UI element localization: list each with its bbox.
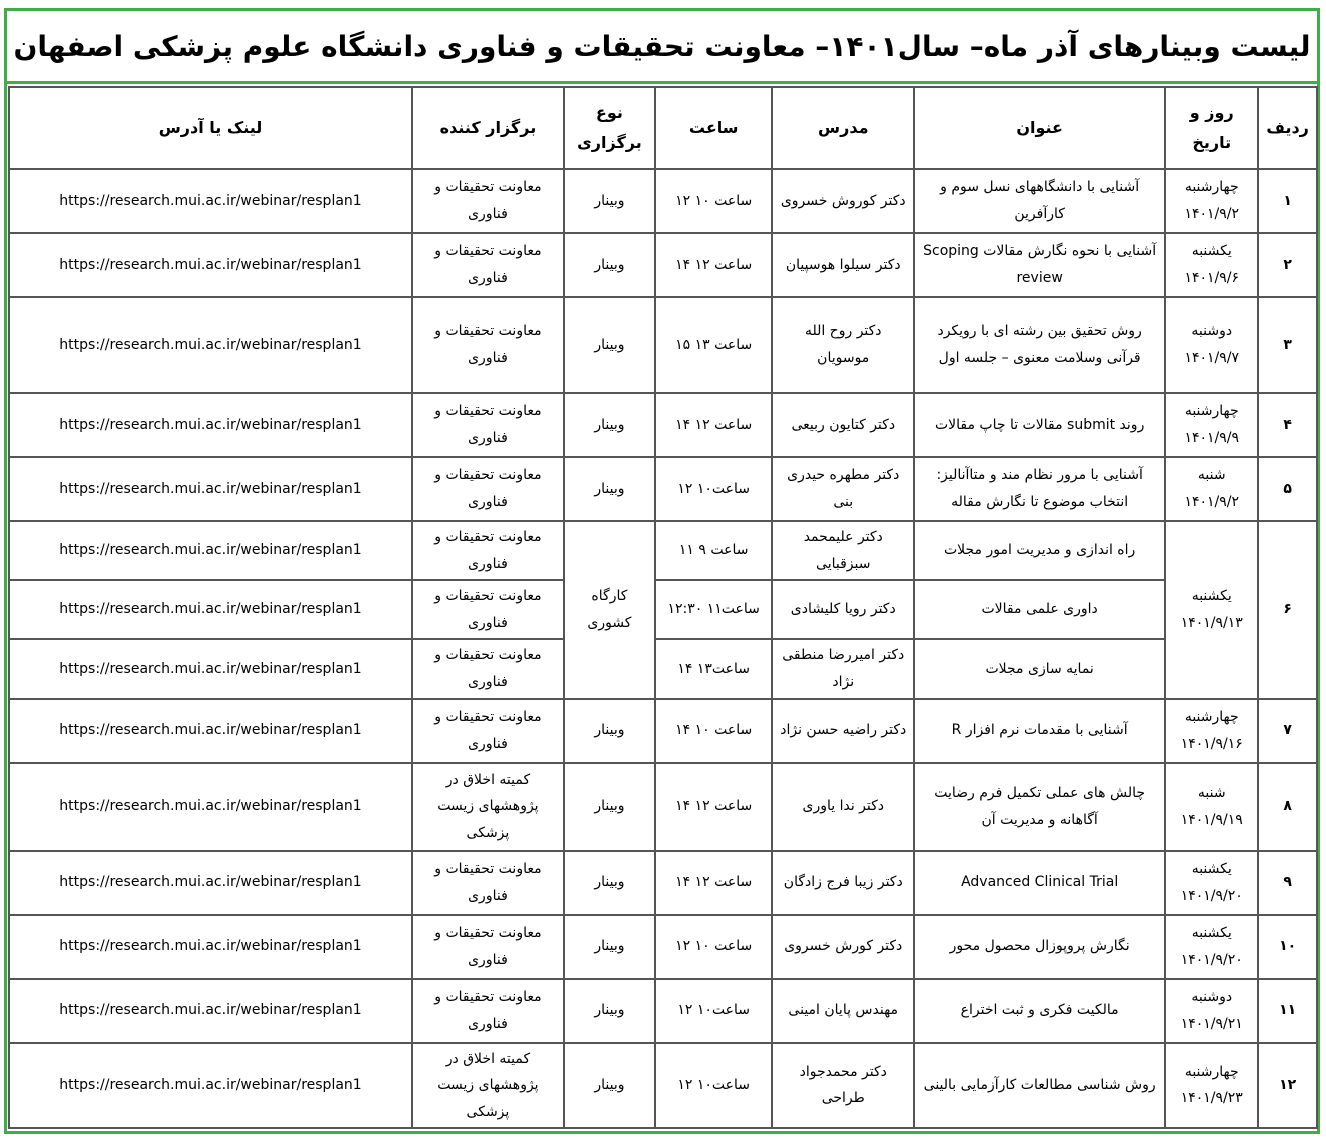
- table-row: [9, 763, 1317, 851]
- row-type: وبینار: [564, 297, 655, 393]
- row-number: ۸: [1258, 763, 1317, 851]
- header-topic: عنوان: [914, 87, 1165, 169]
- row-organizer: کمیته اخلاق در پژوهشهای زیست پزشکی: [412, 1043, 564, 1129]
- row-teacher: دکتر کوروش خسروی: [772, 169, 914, 233]
- row-date: دوشنبه ۱۴۰۱/۹/۲۱: [1165, 979, 1258, 1043]
- row-organizer: معاونت تحقیقات و فناوری: [412, 169, 564, 233]
- row-link[interactable]: https://research.mui.ac.ir/webinar/resplan1: [9, 233, 412, 297]
- row-date: شنبه ۱۴۰۱/۹/۲: [1165, 457, 1258, 521]
- row-link[interactable]: https://research.mui.ac.ir/webinar/resplan1: [9, 979, 412, 1043]
- row-type: وبینار: [564, 699, 655, 763]
- row-time: ساعت ۱۰ ۱۴: [655, 699, 772, 763]
- row-type: وبینار: [564, 979, 655, 1043]
- row-time: ساعت۱۳ ۱۴: [655, 639, 772, 698]
- row-organizer: معاونت تحقیقات و فناوری: [412, 979, 564, 1043]
- row-number: ۱۲: [1258, 1043, 1317, 1129]
- row-topic: آشنایی با مقدمات نرم افزار R: [914, 699, 1165, 763]
- table-row: [9, 169, 1317, 233]
- row-date: یکشنبه ۱۴۰۱/۹/۲۰: [1165, 851, 1258, 915]
- row-date: شنبه ۱۴۰۱/۹/۱۹: [1165, 763, 1258, 851]
- row-organizer: معاونت تحقیقات و فناوری: [412, 699, 564, 763]
- row-topic: راه اندازی و مدیریت امور مجلات: [914, 521, 1165, 580]
- row-type: وبینار: [564, 233, 655, 297]
- table-row: [9, 233, 1317, 297]
- row-organizer: معاونت تحقیقات و فناوری: [412, 233, 564, 297]
- row-organizer: معاونت تحقیقات و فناوری: [412, 393, 564, 457]
- row-teacher: دکتر مطهره حیدری بنی: [772, 457, 914, 521]
- table-row: [9, 979, 1317, 1043]
- row-time: ساعت ۱۰ ۱۲: [655, 169, 772, 233]
- row-date: چهارشنبه ۱۴۰۱/۹/۲۳: [1165, 1043, 1258, 1129]
- row-teacher: مهندس پایان امینی: [772, 979, 914, 1043]
- row-link[interactable]: https://research.mui.ac.ir/webinar/resplan1: [9, 169, 412, 233]
- row-time: ساعت ۹ ۱۱: [655, 521, 772, 580]
- row-link[interactable]: https://research.mui.ac.ir/webinar/resplan1: [9, 297, 412, 393]
- table-row: [9, 457, 1317, 521]
- row-link[interactable]: https://research.mui.ac.ir/webinar/resplan1: [9, 1043, 412, 1129]
- row-link[interactable]: https://research.mui.ac.ir/webinar/resplan1: [9, 580, 412, 639]
- row-time: ساعت ۱۲ ۱۴: [655, 851, 772, 915]
- table-row: [9, 393, 1317, 457]
- row-number: ۱: [1258, 169, 1317, 233]
- row-type: وبینار: [564, 1043, 655, 1129]
- table-row: [9, 915, 1317, 979]
- row-date: یکشنبه ۱۴۰۱/۹/۱۳: [1165, 521, 1258, 699]
- row-teacher: دکتر کورش خسروی: [772, 915, 914, 979]
- table-row: [9, 639, 1317, 698]
- row-type: کارگاه کشوری: [564, 521, 655, 699]
- row-date: چهارشنبه ۱۴۰۱/۹/۲: [1165, 169, 1258, 233]
- row-time: ساعت۱۰ ۱۲: [655, 979, 772, 1043]
- row-organizer: معاونت تحقیقات و فناوری: [412, 915, 564, 979]
- row-date: دوشنبه ۱۴۰۱/۹/۷: [1165, 297, 1258, 393]
- table-row: [9, 521, 1317, 580]
- row-teacher: دکتر رویا کلیشادی: [772, 580, 914, 639]
- webinar-table: [8, 86, 1318, 1129]
- row-teacher: دکتر ندا یاوری: [772, 763, 914, 851]
- row-type: وبینار: [564, 915, 655, 979]
- row-number: ۶: [1258, 521, 1317, 699]
- row-topic: نمایه سازی مجلات: [914, 639, 1165, 698]
- header-row-number: ردیف: [1258, 87, 1317, 169]
- table-row: [9, 297, 1317, 393]
- header-teacher: مدرس: [772, 87, 914, 169]
- row-number: ۴: [1258, 393, 1317, 457]
- row-number: ۳: [1258, 297, 1317, 393]
- row-organizer: معاونت تحقیقات و فناوری: [412, 580, 564, 639]
- row-type: وبینار: [564, 457, 655, 521]
- row-organizer: کمیته اخلاق در پژوهشهای زیست پزشکی: [412, 763, 564, 851]
- row-teacher: دکتر علیمحمد سبزقبایی: [772, 521, 914, 580]
- row-time: ساعت ۱۰ ۱۲: [655, 915, 772, 979]
- row-number: ۵: [1258, 457, 1317, 521]
- row-link[interactable]: https://research.mui.ac.ir/webinar/resplan1: [9, 521, 412, 580]
- row-topic: روند submit مقالات تا چاپ مقالات: [914, 393, 1165, 457]
- row-date: چهارشنبه ۱۴۰۱/۹/۹: [1165, 393, 1258, 457]
- row-time: ساعت۱۰ ۱۲: [655, 457, 772, 521]
- row-teacher: دکتر محمدجواد طراحی: [772, 1043, 914, 1129]
- row-topic: آشنایی با نحوه نگارش مقالات Scoping review: [914, 233, 1165, 297]
- row-number: ۱۰: [1258, 915, 1317, 979]
- row-number: ۹: [1258, 851, 1317, 915]
- row-number: ۷: [1258, 699, 1317, 763]
- row-date: چهارشنبه ۱۴۰۱/۹/۱۶: [1165, 699, 1258, 763]
- row-date: یکشنبه ۱۴۰۱/۹/۲۰: [1165, 915, 1258, 979]
- row-topic: نگارش پروپوزال محصول محور: [914, 915, 1165, 979]
- header-time: ساعت: [655, 87, 772, 169]
- row-teacher: دکتر زیبا فرج زادگان: [772, 851, 914, 915]
- row-link[interactable]: https://research.mui.ac.ir/webinar/resplan1: [9, 457, 412, 521]
- row-organizer: معاونت تحقیقات و فناوری: [412, 851, 564, 915]
- row-time: ساعت۱۰ ۱۲: [655, 1043, 772, 1129]
- row-organizer: معاونت تحقیقات و فناوری: [412, 639, 564, 698]
- row-link[interactable]: https://research.mui.ac.ir/webinar/resplan1: [9, 639, 412, 698]
- table-row: [9, 1043, 1317, 1129]
- row-type: وبینار: [564, 169, 655, 233]
- table-row: [9, 699, 1317, 763]
- row-number: ۱۱: [1258, 979, 1317, 1043]
- row-time: ساعت ۱۲ ۱۴: [655, 763, 772, 851]
- row-topic: مالکیت فکری و ثبت اختراع: [914, 979, 1165, 1043]
- row-topic: روش شناسی مطالعات کارآزمایی بالینی: [914, 1043, 1165, 1129]
- row-link[interactable]: https://research.mui.ac.ir/webinar/resplan1: [9, 699, 412, 763]
- table-row: [9, 580, 1317, 639]
- row-teacher: دکتر سیلوا هوسپیان: [772, 233, 914, 297]
- header-type: نوع برگزاری: [564, 87, 655, 169]
- header-link: لینک یا آدرس: [9, 87, 412, 169]
- row-link[interactable]: https://research.mui.ac.ir/webinar/resplan1: [9, 915, 412, 979]
- row-type: وبینار: [564, 763, 655, 851]
- table-row: [9, 851, 1317, 915]
- row-time: ساعت ۱۳ ۱۵: [655, 297, 772, 393]
- row-teacher: دکتر راضیه حسن نژاد: [772, 699, 914, 763]
- row-topic: Advanced Clinical Trial: [914, 851, 1165, 915]
- row-teacher: دکتر کتایون ربیعی: [772, 393, 914, 457]
- row-type: وبینار: [564, 393, 655, 457]
- row-topic: چالش های عملی تکمیل فرم رضایت آگاهانه و مدیریت آن: [914, 763, 1165, 851]
- row-topic: روش تحقیق بین رشته ای با رویکرد قرآنی وسلامت معنوی – جلسه اول: [914, 297, 1165, 393]
- row-time: ساعت ۱۲ ۱۴: [655, 233, 772, 297]
- row-topic: آشنایی با مرور نظام مند و متاآنالیز: انتخاب موضوع تا نگارش مقاله: [914, 457, 1165, 521]
- header-organizer: برگزار کننده: [412, 87, 564, 169]
- row-organizer: معاونت تحقیقات و فناوری: [412, 457, 564, 521]
- row-time: ساعت ۱۲ ۱۴: [655, 393, 772, 457]
- row-teacher: دکتر امیررضا منطقی نژاد: [772, 639, 914, 698]
- row-number: ۲: [1258, 233, 1317, 297]
- row-organizer: معاونت تحقیقات و فناوری: [412, 297, 564, 393]
- row-link[interactable]: https://research.mui.ac.ir/webinar/resplan1: [9, 851, 412, 915]
- row-organizer: معاونت تحقیقات و فناوری: [412, 521, 564, 580]
- row-link[interactable]: https://research.mui.ac.ir/webinar/resplan1: [9, 763, 412, 851]
- row-topic: داوری علمی مقالات: [914, 580, 1165, 639]
- header-row: [9, 87, 1317, 169]
- row-type: وبینار: [564, 851, 655, 915]
- header-date: روز و تاریخ: [1165, 87, 1258, 169]
- row-teacher: دکتر روح الله موسویان: [772, 297, 914, 393]
- row-topic: آشنایی با دانشگاههای نسل سوم و کارآفرین: [914, 169, 1165, 233]
- page-title: لیست وبینارهای آذر ماه– سال۱۴۰۱– معاونت تحقیقات و فناوری دانشگاه علوم پزشکی اصفهان: [4, 8, 1320, 84]
- row-date: یکشنبه ۱۴۰۱/۹/۶: [1165, 233, 1258, 297]
- row-time: ساعت۱۱ ۱۲:۳۰: [655, 580, 772, 639]
- row-link[interactable]: https://research.mui.ac.ir/webinar/resplan1: [9, 393, 412, 457]
